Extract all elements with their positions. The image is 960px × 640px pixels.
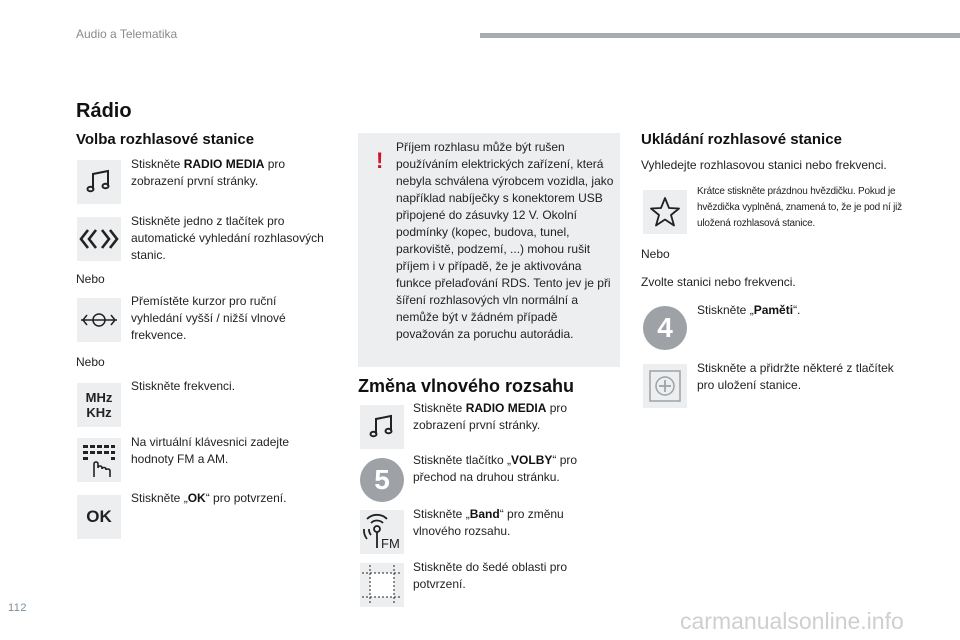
star-icon[interactable] <box>643 190 687 234</box>
zmena-step2: Stiskněte tlačítko „VOLBY“ pro přechod na druhou stránku. <box>413 453 578 484</box>
ukladani-step-hold: Stiskněte a přidržte některé z tlačítek pro uložení stanice. <box>697 361 894 392</box>
mhz-label: MHz <box>85 390 113 405</box>
page-title: Rádio <box>76 100 132 122</box>
step-number-4: 4 <box>643 306 687 350</box>
volba-step3: Přemístěte kurzor pro ruční vyhledání vyšší / nižší vlnové frekvence. <box>131 294 286 342</box>
preset-add-icon[interactable] <box>643 364 687 408</box>
ukladani-zvolte: Zvolte stanici nebo frekvenci. <box>641 275 796 289</box>
zmena-step3: Stiskněte „Band“ pro změnu vlnového rozsahu. <box>413 507 564 538</box>
volba-nebo2: Nebo <box>76 355 105 369</box>
zmena-step4: Stiskněte do šedé oblasti pro potvrzení. <box>413 560 568 591</box>
music-note-icon[interactable] <box>77 160 121 204</box>
grey-area-icon[interactable] <box>360 563 404 607</box>
volba-step5: Na virtuální klávesnici zadejte hodnoty FM a AM. <box>131 435 290 466</box>
music-note-icon[interactable] <box>360 405 404 449</box>
volba-heading: Volba rozhlasové stanice <box>76 131 255 148</box>
step-number-5: 5 <box>360 458 404 502</box>
tuning-slider-icon[interactable] <box>77 298 121 342</box>
watermark: carmanualsonline.info <box>680 608 904 634</box>
seek-arrows-icon[interactable] <box>77 217 121 261</box>
warning-icon: ! <box>376 148 384 173</box>
volba-step4: Stiskněte frekvenci. <box>131 379 236 393</box>
zmena-heading: Změna vlnového rozsahu <box>358 376 575 396</box>
ukladani-star-text: Krátce stiskněte prázdnou hvězdičku. Pokud je hvězdička vyplněná, znamená to, že je pod ní již uložená rozhlasová stanice. <box>697 186 902 229</box>
page-number: 112 <box>8 602 28 614</box>
khz-label: KHz <box>86 405 112 420</box>
ukladani-intro: Vyhledejte rozhlasovou stanici nebo frekvenci. <box>641 158 887 172</box>
zmena-step1: Stiskněte RADIO MEDIA pro zobrazení první stránky. <box>413 401 568 432</box>
volba-nebo1: Nebo <box>76 272 105 286</box>
header-section-title: Audio a Telematika <box>76 27 178 41</box>
volba-step1: Stiskněte RADIO MEDIA pro zobrazení první stránky. <box>131 157 286 188</box>
header-bar <box>480 33 960 38</box>
ukladani-nebo: Nebo <box>641 247 670 261</box>
ukladani-step-pameti: Stiskněte „Paměti“. <box>697 303 801 317</box>
volba-step2: Stiskněte jedno z tlačítek pro automatické vyhledání rozhlasových stanic. <box>131 214 324 262</box>
virtual-keyboard-icon[interactable] <box>77 438 121 482</box>
frequency-mhz-khz-icon[interactable] <box>77 383 121 427</box>
fm-label: FM <box>381 536 400 551</box>
ukladani-heading: Ukládání rozhlasové stanice <box>641 131 842 148</box>
warning-note-text: Příjem rozhlasu může být rušen používáním elektrických zařízení, která nebyla schválena výrobcem vozidla, jako například nabíječky s konektorem USB připojené do zásuvky 12 V. Okolní podmínky (kopec, budova, tunel, parkoviště, podzemí, ...) mohou rušit příjem i v případě, že je aktivována funkce přelaďování RDS. Tento jev je při šíření rozhlasových vln normální a nemůže být v žádném případě považován za poruchu autorádia. <box>396 140 614 341</box>
ok-button[interactable]: OK <box>77 495 121 539</box>
volba-step6: Stiskněte „OK“ pro potvrzení. <box>131 491 287 505</box>
fm-band-icon[interactable] <box>360 510 404 554</box>
